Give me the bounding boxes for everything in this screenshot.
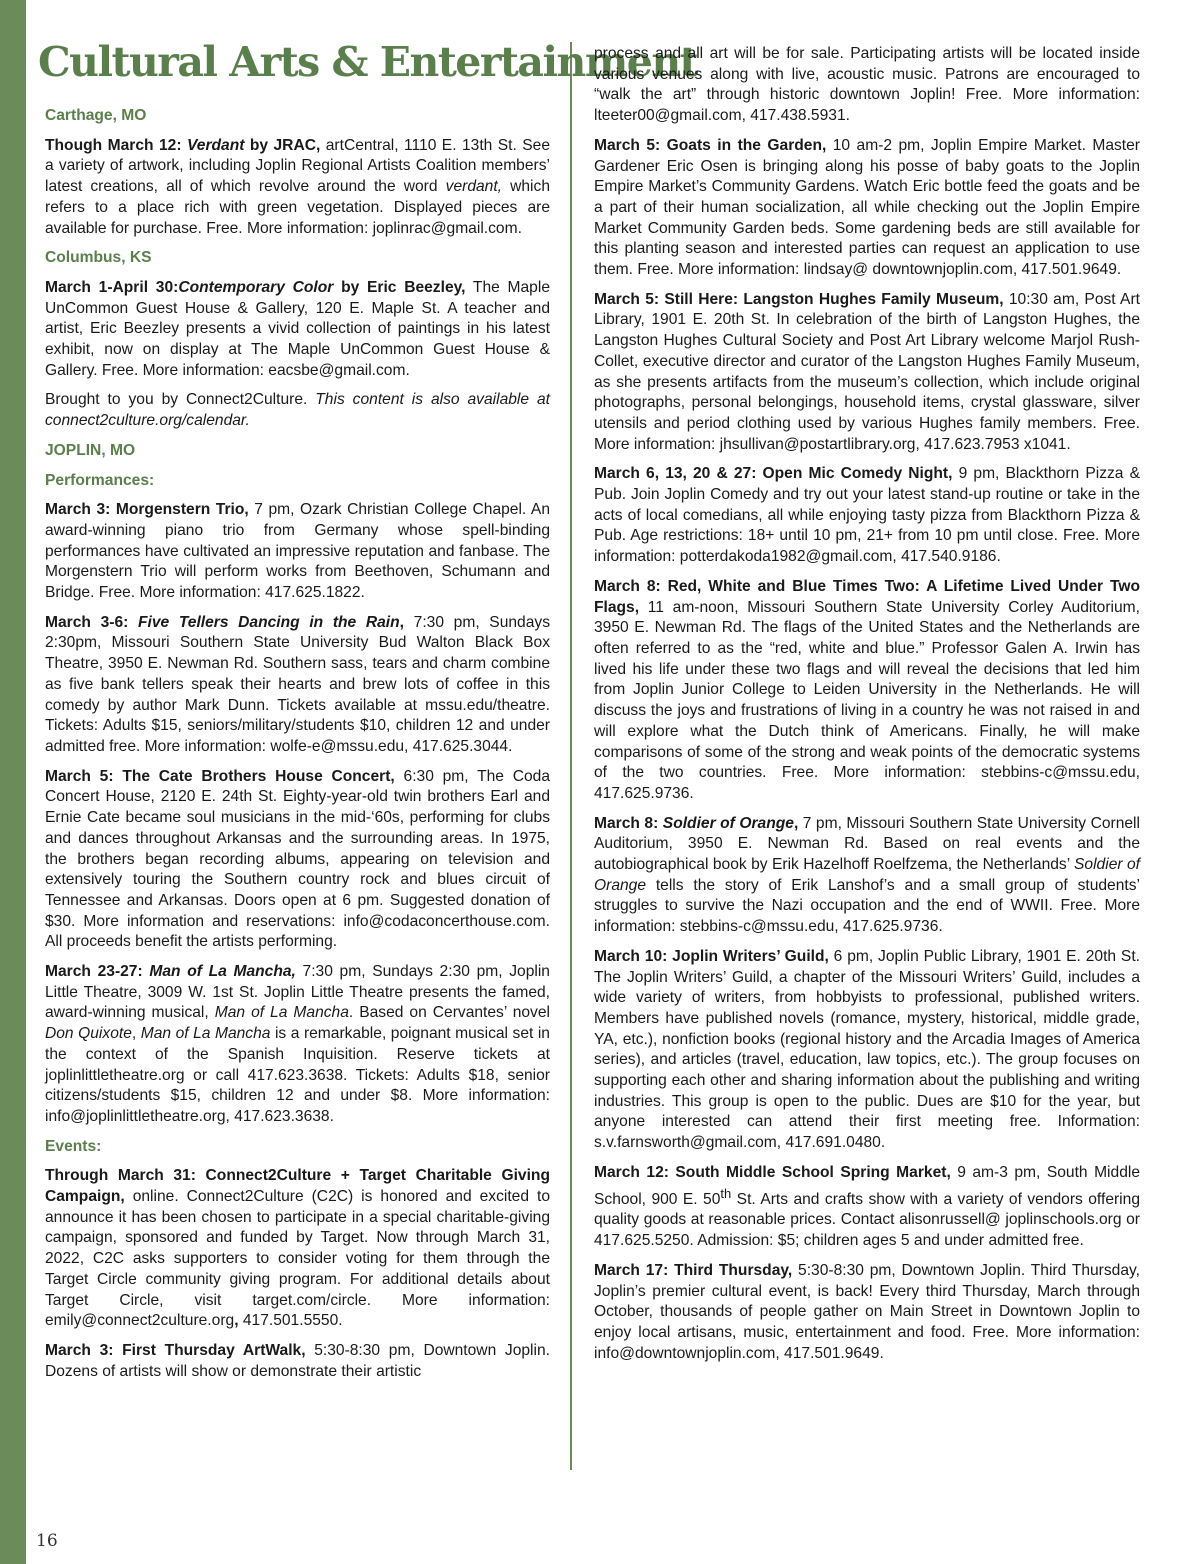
event-body: 9 pm, Blackthorn Pizza & Pub. Join Joplin Comedy and try out your latest stand-up routine or take in the acts of local comedians, all while enjoying tasty pizza from Blackthorn Pizza & Pub. Age restrictions: 18+ until 10 pm, 21+ from 10 pm until close. Free. More information: potterdakoda1982@gmail.com, 417.540.9186. — [594, 465, 1140, 566]
page-title: Cultural Arts & Entertainment — [38, 38, 698, 86]
event-title: Through March 31: Connect2Culture + Target Charitable Giving Campaign, — [45, 1167, 550, 1206]
event-comma: , — [234, 1312, 239, 1330]
event-artwalk-continued: process and all art will be for sale. Participating artists will be located inside various venues along with live, acoustic music. Patrons are encouraged to “walk the art” through historic downtown Joplin! Free. More information: lteeter00@gmail.com, 417.438.5931. — [594, 45, 1140, 125]
event-body: 6:30 pm, The Coda Concert House, 2120 E. 24th St. Eighty-year-old twin brothers Earl and Ernie Cate became soul musicians in the mid-‘60s, performing for clubs and dances throughout Arkansas and the surrounding areas. In 1975, the brothers began recording albums, appearing on television and extensively touring the Southern country rock and blues circuit of Tennessee and Arkansas. Doors open at 6 pm. Suggested donation of $30. More information and reservations: info@codaconcerthouse.com. All proceeds benefit the artists performing. — [45, 767, 550, 951]
event-title: The Cate Brothers House Concert, — [113, 767, 395, 785]
event-body: 6 pm, Joplin Public Library, 1901 E. 20th St. The Joplin Writers’ Guild, a chapter of the Missouri Writers’ Guild, includes a wide variety of writers, from hobbyists to professional, published writers. Members have published novels (romance, mystery, historical, middle grade, YA, etc.), nonfiction books (regional history and the Arcadia Images of America series), and articles (travel, education, law topics, etc.). The group focuses on supporting each other and sharing information about the publishing and writing industries. This group is open to the public. Dues are $10 for the year, but anyone interested can attend their first meeting free. Information: s.v.farnsworth@gmail.com, 417.691.0480. — [594, 947, 1140, 1152]
event-five-tellers — [45, 613, 550, 758]
event-body: 417.501.5550. — [238, 1312, 343, 1330]
event-contemporary-color — [45, 278, 550, 382]
event-title: Five Tellers Dancing in the Rain — [137, 613, 400, 631]
event-title: March 5: Goats in the Garden, — [594, 136, 827, 154]
event-body: which refers to a place rich with green vegetation. Displayed pieces are available for purchase. Free. More information: joplinrac@gmail.com. — [45, 178, 550, 237]
ordinal-suffix: th — [720, 1185, 732, 1201]
event-date: March 1-April 30: — [45, 278, 179, 296]
event-body: tells the story of Erik Lanshof’s and a small group of students’ struggles to survive the Nazi occupation and the end of WWII. Free. More information: stebbins-c@mssu.edu, 417.625.9736. — [594, 876, 1140, 936]
event-soldier-of-orange — [594, 814, 1140, 938]
event-body-italic: Soldier of Orange — [594, 856, 1140, 894]
event-date: March 3 — [45, 501, 106, 519]
event-man-of-la-mancha: March 23-27: Man of La Mancha, 7:30 pm, Sundays 2:30 pm, Joplin Little Theatre, 3009 W. 1st St. Joplin Little Theatre presents the famed, award-winning musical, Man of La Mancha. Based on Cervantes’ novel Don Quixote, Man of La Mancha is a remarkable, poignant musical set in the context of the Spanish Inquisition. Reserve tickets at joplinlittletheatre.org or call 417.623.3638. Tickets: Adults $18, senior citizens/students $15, children 12 and under $8. More information: info@joplinlittletheatre.org, 417.623.3638. — [45, 963, 550, 1125]
event-first-thursday-artwalk — [45, 1341, 550, 1382]
event-date: March 23-27 — [45, 963, 138, 981]
event-body: St. Arts and crafts show with a variety of vendors offering quality goods at reasonable prices. Contact alisonrussell@ joplinschools.org or 417.625.5250. Admission: $5; children ages 5 and under admitted free. — [594, 1190, 1140, 1250]
event-open-mic-comedy — [594, 464, 1140, 568]
event-body: 11 am-noon, Missouri Southern State University Corley Auditorium, 3950 E. Newman Rd. The flags of the United States and the Netherlands are often referred to as the “red, white and blue.” Professor Galen A. Irwin has lived his life under these two flags and will reveal the decisions that led him from Joplin Junior College to Leiden University in the Netherlands. He will discuss the joys and frustrations of living in a country he was not raised in and will explore what the Dutch think of Americans. Finally, he will make comparisons of some of the strong and weak points of the democratic systems of the two countries. Free. More information: stebbins-c@mssu.edu, 417.625.9736. — [594, 598, 1140, 802]
subheading-performances: Performances: — [45, 471, 155, 489]
event-title-comma: , — [399, 613, 405, 631]
event-body: online. Connect2Culture (C2C) is honored and excited to announce it has been chosen to participate in a special charitable-giving campaign, sponsored and funded by Target. Now through March 31, 2022, C2C asks supporters to consider voting for them through the Target Circle community giving program. For additional details about Target Circle, visit target.com/circle. More information: emily@connect2culture.org — [45, 1188, 550, 1330]
event-title: Contemporary Color — [178, 278, 334, 296]
event-title: March 5: Still Here: Langston Hughes Family Museum, — [594, 290, 1004, 308]
event-by: by JRAC, — [244, 136, 321, 154]
event-third-thursday — [594, 1261, 1140, 1365]
event-title: Verdant — [186, 136, 245, 154]
event-body: 7:30 pm, Sundays 2:30 pm, Joplin Little Theatre, 3009 W. 1st St. Joplin Little Theatre presents the famed, award-winning musical, — [45, 963, 550, 1022]
event-body-italic: Man of La Mancha — [140, 1025, 271, 1043]
event-body: 7:30 pm, Sundays 2:30pm, Missouri Southern State University Bud Walton Black Box Theatre, 3950 E. Newman Rd. Southern sass, tears and charm combine as five bank tellers speak their hearts and brew lots of coffee in this comedy by author Mark Dunn. Tickets available at mssu.edu/theatre. Tickets: Adults $15, seniors/military/students $10, children 12 and under admitted free. More information: wolfe-e@mssu.edu, 417.625.3044. — [45, 613, 550, 755]
event-body: 5:30-8:30 pm, Downtown Joplin. Dozens of artists will show or demonstrate their artistic — [45, 1341, 550, 1380]
column-divider — [570, 42, 572, 1470]
event-goats-in-the-garden — [594, 136, 1140, 281]
left-accent-bar — [0, 0, 26, 1564]
event-title-comma: , — [793, 814, 799, 832]
event-body: 5:30-8:30 pm, Downtown Joplin. Third Thursday, Joplin’s premier cultural event, is back! Every third Thursday, March through October, thousands of people gather on Main Street in Downtown Joplin to enjoy local artisans, music, entertainment and food. Free. More information: info@downtownjoplin.com, 417.501.9649. — [594, 1261, 1140, 1362]
event-c2c-target-campaign — [45, 1166, 550, 1332]
note-text: Brought to you by Connect2Culture. — [45, 391, 316, 409]
page-number: 16 — [36, 1531, 58, 1551]
subheading-events: Events: — [45, 1137, 102, 1155]
event-body-italic: Man of La Mancha — [214, 1004, 349, 1022]
event-spring-market — [594, 1163, 1140, 1252]
brought-to-you-note — [45, 390, 550, 431]
section-heading-columbus: Columbus, KS — [45, 249, 152, 267]
event-body-italic: Don Quixote — [45, 1025, 132, 1043]
event-title: March 3: First Thursday ArtWalk, — [45, 1341, 306, 1359]
event-by: by Eric Beezley, — [333, 278, 466, 296]
event-body: is a remarkable, poignant musical set in the context of the Spanish Inquisition. Reserve tickets at joplinlittletheatre.org or call 417.623.3638. Tickets: Adults $18, senior citizens/students $15, children 12 and under $8. More information: info@joplinlittletheatre.org, 417.623.3638. — [45, 1025, 550, 1125]
event-body: 10:30 am, Post Art Library, 1901 E. 20th St. In celebration of the birth of Langston Hughes, the Langston Hughes Cultural Society and Post Art Library welcome Marjol Rush-Collet, executive director and curator of the Langston Hughes Family Museum, as she presents artifacts from the museum’s collection, which include original photographs, personal belongings, household items, crystal glassware, silver utensils and period clothing used by various Hughes family members. Free. More information: jhsullivan@postartlibrary.org, 417.623.7953 x1041. — [594, 290, 1140, 453]
event-two-flags — [594, 577, 1140, 805]
event-title: March 8: Red, White and Blue Times Two: A Lifetime Lived Under Two Flags, — [594, 577, 1140, 616]
event-joplin-writers-guild — [594, 947, 1140, 1154]
event-body: 9 am-3 pm, South Middle School, 900 E. 50 — [594, 1163, 1140, 1208]
event-date: March 5: — [45, 767, 114, 785]
event-body: , — [131, 1025, 141, 1043]
event-title: March 17: Third Thursday, — [594, 1261, 793, 1279]
event-title: March 12: South Middle School Spring Market, — [594, 1163, 951, 1181]
event-body: artCentral, 1110 E. 13th St. See a variety of artwork, including Joplin Regional Artists Coalition members’ latest creations, all of which revolve around the word — [45, 136, 551, 196]
event-body: 10 am-2 pm, Joplin Empire Market. Master Gardener Eric Osen is bringing along his posse of baby goats to the Joplin Empire Market’s Community Gardens. Watch Eric bottle feed the goats and be a part of their human socialization, all while checking out the Joplin Empire Market Community Garden beds. Some gardening beds are still available for this planting season and interested parties can request an application to use them. Free. More information: lindsay@ downtownjoplin.com, 417.501.9649. — [594, 136, 1140, 279]
event-morgenstern-trio: March 3: Morgenstern Trio, 7 pm, Ozark Christian College Chapel. An award-winning piano trio from Germany whose spell-binding performances have cultivated an impressive reputation and fanbase. The Morgenstern Trio will perform works from Beethoven, Schumann and Bridge. Free. More information: 417.625.1822. — [45, 501, 550, 602]
event-date: Though March 12 — [45, 136, 177, 154]
event-cate-brothers — [45, 767, 550, 953]
right-column — [594, 44, 1140, 1373]
note-italic: This content is also available at connect2culture.org/calendar. — [45, 391, 551, 430]
event-date: March 8: — [594, 814, 659, 832]
event-body-italic: verdant, — [445, 178, 503, 196]
left-column — [45, 106, 550, 1391]
event-date: March 3-6: — [45, 613, 129, 631]
event-body: The Maple UnCommon Guest House & Gallery, 120 E. Maple St. A teacher and artist, Eric Beezley presents a vivid collection of paintings in his latest exhibit, now on display at The Maple UnCommon Guest House & Gallery. Free. More information: eacsbe@gmail.com. — [45, 278, 550, 379]
event-body: 7 pm, Ozark Christian College Chapel. An award-winning piano trio from Germany whose spell-binding performances have cultivated an impressive reputation and fanbase. The Morgenstern Trio will perform works from Beethoven, Schumann and Bridge. Free. More information: 417.625.1822. — [45, 501, 550, 602]
event-title: March 10: Joplin Writers’ Guild, — [594, 947, 829, 965]
event-langston-hughes — [594, 290, 1140, 456]
event-title: Man of La Mancha, — [149, 963, 296, 981]
event-title: Soldier of Orange — [658, 814, 794, 832]
event-title: Morgenstern Trio, — [115, 501, 249, 519]
event-body: 7 pm, Missouri Southern State University Cornell Auditorium, 3950 E. Newman Rd. Based on real events and the autobiographical book by Erik Hazelhoff Roelfzema, the Netherlands’ — [594, 814, 1140, 874]
event-title: March 6, 13, 20 & 27: Open Mic Comedy Night, — [594, 465, 953, 483]
section-heading-carthage: Carthage, MO — [45, 107, 147, 124]
event-body: . Based on Cervantes’ novel — [348, 1004, 550, 1022]
event-verdant: Though March 12: Verdant by JRAC, artCentral, 1110 E. 13th St. See a variety of artwork, including Joplin Regional Artists Coalition members’ latest creations, all of which revolve around the word verdant, which refers to a place rich with green vegetation. Displayed pieces are available for purchase. Free. More information: joplinrac@gmail.com. — [45, 136, 551, 237]
section-heading-joplin: JOPLIN, MO — [45, 441, 136, 459]
